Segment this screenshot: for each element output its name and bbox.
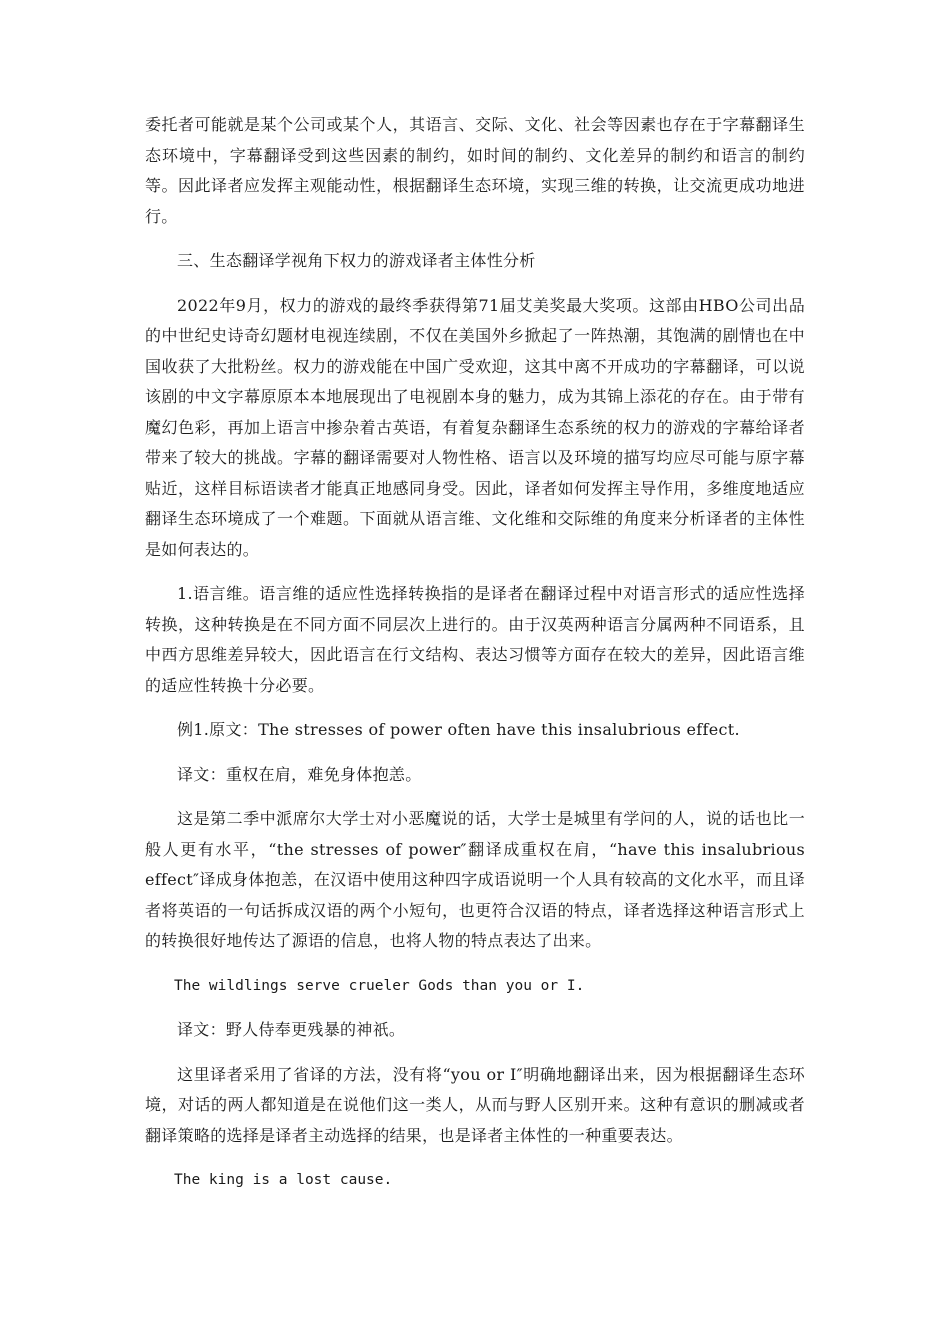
paragraph-example-2-analysis: 这里译者采用了省译的方法，没有将“you or I″明确地翻译出来，因为根据翻译生态环境，对话的两人都知道是在说他们这一类人，从而与野人区别开来。这种有意识的删减或者翻译策略的选择是译者主动选择的结果，也是译者主体性的一种重要表达。 [145,1064,805,1145]
example-2-translation: 译文：野人侍奉更残暴的神祇。 [177,1020,406,1039]
example-3-source: The king is a lost cause. [174,1172,393,1188]
article-body [145,110,805,1210]
section-heading: 三、生态翻译学视角下权力的游戏译者主体性分析 [177,251,536,270]
paragraph-constraints: 委托者可能就是某个公司或某个人，其语言、交际、文化、社会等因素也存在于字幕翻译生态环境中，字幕翻译受到这些因素的制约，如时间的制约、文化差异的制约和语言的制约等。因此译者应发挥主观能动性，根据翻译生态环境，实现三维的转换，让交流更成功地进行。 [145,115,805,226]
example-1-source: 例1.原文：The stresses of power often have this insalubrious effect. [177,720,740,739]
example-1-translation: 译文：重权在肩，难免身体抱恙。 [177,764,422,784]
paragraph-background: 2022年9月，权力的游戏的最终季获得第71届艾美奖最大奖项。这部由HBO公司出品的中世纪史诗奇幻题材电视连续剧，不仅在美国外乡掀起了一阵热潮，其饱满的剧情也在中国收获了大批粉丝。权力的游戏能在中国广受欢迎，这其中离不开成功的字幕翻译，可以说该剧的中文字幕原原本本地展现出了电视剧本身的魅力，成为其锦上添花的存在。由于带有魔幻色彩，再加上语言中掺杂着古英语，有着复杂翻译生态系统的权力的游戏的字幕给译者带来了较大的挑战。字幕的翻译需要对人物性格、语言以及环境的描写均应尽可能与原字幕贴近，这样目标语读者才能真正地感同身受。因此，译者如何发挥主导作用，多维度地适应翻译生态环境成了一个难题。下面就从语言维、文化维和交际维的角度来分析译者的主体性是如何表达的。 [145,295,805,559]
paragraph-example-1-analysis: 这是第二季中派席尔大学士对小恶魔说的话，大学士是城里有学问的人，说的话也比一般人更有水平，“the stresses of power″翻译成重权在肩，“have this insalubrious effect″译成身体抱恙，在汉语中使用这种四字成语说明一个人具有较高的文化水平，而且译者将英语的一句话拆成汉语的两个小短句，也更符合汉语的特点，译者选择这种语言形式上的转换很好地传达了源语的信息，也将人物的特点表达了出来。 [145,809,805,950]
example-2-source: The wildlings serve crueler Gods than you or I. [174,977,585,994]
paragraph-language-dimension: 1.语言维。语言维的适应性选择转换指的是译者在翻译过程中对语言形式的适应性选择转换，这种转换是在不同方面不同层次上进行的。由于汉英两种语言分属两种不同语系，且中西方思维差异较大，因此语言在行文结构、表达习惯等方面存在较大的差异，因此语言维的适应性转换十分必要。 [145,584,805,695]
